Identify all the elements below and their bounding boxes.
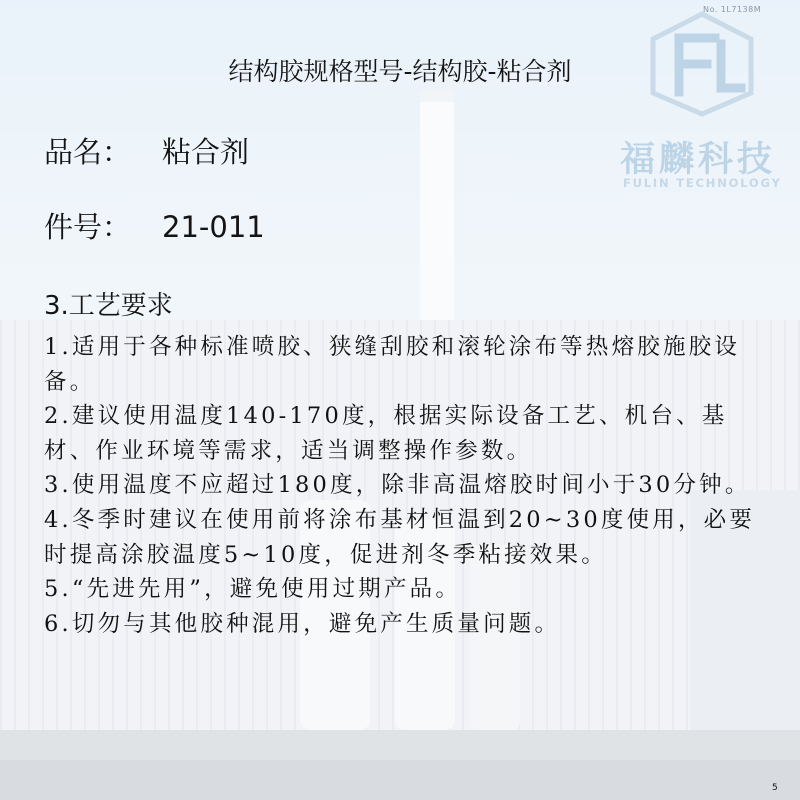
page-title: 结构胶规格型号-结构胶-粘合剂 (228, 57, 572, 86)
product-code-label: 件号： (44, 210, 132, 244)
requirements-list (44, 330, 760, 641)
requirement-item: 3.使用温度不应超过180度，除非高温熔胶时间小于30分钟。 (44, 472, 751, 499)
requirement-item: 2.建议使用温度140-170度，根据实际设备工艺、机台、基材、作业环境等需求，适当调整操作参数。 (44, 403, 728, 464)
requirement-item: 4.冬季时建议在使用前将涂布基材恒温到20~30度使用，必要时提高涂胶温度5~10度，促进剂冬季粘接效果。 (44, 506, 756, 568)
requirement-item: 1.适用于各种标准喷胶、狭缝刮胶和滚轮涂布等热熔胶施胶设备。 (44, 334, 741, 395)
section-heading: 3.工艺要求 (44, 291, 173, 321)
serial-number: No. 1L7138M (703, 5, 762, 14)
product-name-row (44, 130, 249, 171)
logo-company-name: 福麟科技 (620, 140, 777, 180)
product-code-row (44, 205, 265, 246)
requirement-item: 6.切勿与其他胶种混用，避免产生质量问题。 (44, 610, 561, 637)
product-code-value: 21-011 (162, 210, 265, 244)
page-number: 5 (772, 783, 778, 793)
product-name-value: 粘合剂 (162, 135, 250, 169)
requirement-item: 5.“先进先用”，避免使用过期产品。 (44, 576, 462, 603)
logo-company-name-en: FULIN TECHNOLOGY (623, 176, 782, 190)
product-name-label: 品名： (44, 135, 132, 169)
